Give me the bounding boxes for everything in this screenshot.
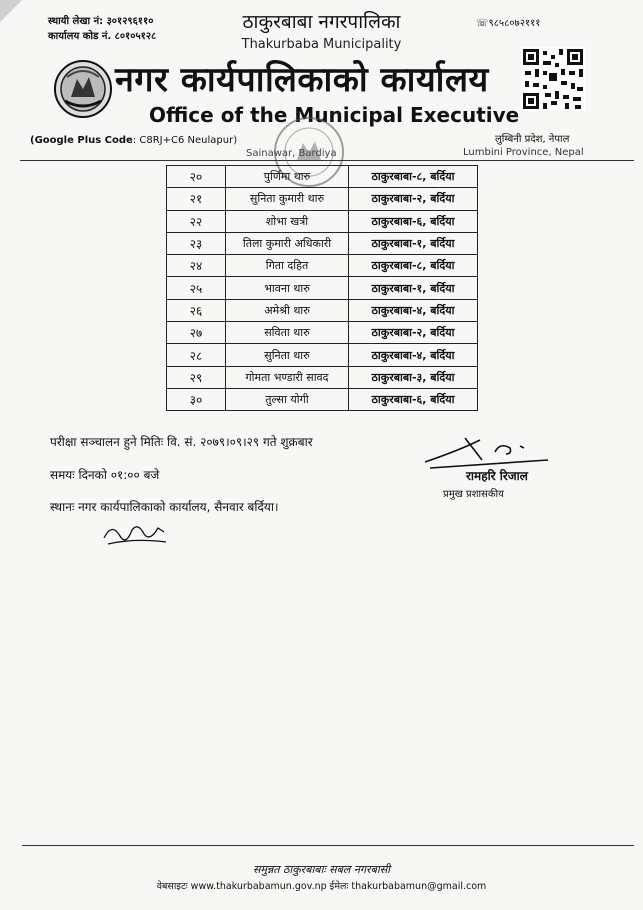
officer-name: रामहरि रिजाल [466, 469, 528, 483]
row-number: २८ [167, 344, 226, 366]
candidate-address: ठाकुरबाबा-४, बर्दिया [349, 299, 478, 321]
municipality-name-en: Thakurbaba Municipality [241, 37, 402, 52]
candidate-name: भावना थारु [226, 277, 349, 299]
table-row [167, 232, 478, 254]
header-divider [20, 160, 634, 161]
exam-place: स्थानः नगर कार्यपालिकाको कार्यालय, सैनवार बर्दिया। [50, 500, 279, 514]
table-row [167, 166, 478, 188]
candidate-address: ठाकुरबाबा-८, बर्दिया [349, 166, 478, 188]
candidate-name: गिता दहित [226, 255, 349, 277]
google-plus-label: (Google Plus Code [30, 135, 133, 146]
province-np: लुम्बिनी प्रदेश, नेपाल [495, 134, 570, 145]
row-number: २६ [167, 299, 226, 321]
row-number: ३० [167, 388, 226, 410]
footer-contact: वेबसाइटः www.thakurbabamun.gov.np ईमेलः thakurbabamun@gmail.com [156, 881, 487, 892]
footer-divider [22, 845, 634, 846]
handwritten-initials [100, 518, 170, 548]
nepal-emblem-logo [53, 59, 113, 119]
row-number: २३ [167, 232, 226, 254]
table-row [167, 255, 478, 277]
row-number: २७ [167, 322, 226, 344]
stamp-location: Sainawar, Bardiya [246, 148, 337, 159]
candidate-address: ठाकुरबाबा-६, बर्दिया [349, 388, 478, 410]
table-row [167, 388, 478, 410]
google-plus-code [30, 135, 237, 146]
table-row [167, 344, 478, 366]
qr-code [521, 47, 585, 111]
candidate-name: सविता थारु [226, 322, 349, 344]
row-number: २५ [167, 277, 226, 299]
candidate-address: ठाकुरबाबा-१, बर्दिया [349, 277, 478, 299]
officer-title: प्रमुख प्रशासकीय [443, 489, 504, 500]
table-row [167, 277, 478, 299]
candidate-address: ठाकुरबाबा-८, बर्दिया [349, 255, 478, 277]
candidate-name: शोभा खत्री [226, 210, 349, 232]
exam-time: समयः दिनको ०१:०० बजे [50, 468, 160, 482]
row-number: २४ [167, 255, 226, 277]
province-en: Lumbini Province, Nepal [463, 147, 584, 158]
row-number: २१ [167, 188, 226, 210]
candidate-name: तुल्सा योगी [226, 388, 349, 410]
office-title-np: नगर कार्यपालिकाको कार्यालय [115, 60, 489, 100]
table-row [167, 299, 478, 321]
candidate-address: ठाकुरबाबा-२, बर्दिया [349, 188, 478, 210]
candidate-name: सुनिता थारु [226, 344, 349, 366]
candidate-name: पुर्णिमा थारु [226, 166, 349, 188]
table-row [167, 210, 478, 232]
footer-motto: समुन्नत ठाकुरबाबाः सबल नगरबासी [252, 863, 391, 876]
table-row [167, 322, 478, 344]
candidate-address: ठाकुरबाबा-१, बर्दिया [349, 232, 478, 254]
table-row [167, 366, 478, 388]
office-title-en: Office of the Municipal Executive [149, 103, 520, 127]
registration-number: स्थायी लेखा नं: ३०१२९६११० [48, 16, 154, 27]
candidate-table-body [167, 166, 478, 411]
office-code: कार्यालय कोड नं. ८०१०५१२८ [48, 31, 157, 42]
candidate-name: सुनिता कुमारी थारु [226, 188, 349, 210]
candidate-name: तिला कुमारी अधिकारी [226, 232, 349, 254]
phone-number: ☏९८५८०७२१११ [476, 18, 541, 29]
candidate-address: ठाकुरबाबा-३, बर्दिया [349, 366, 478, 388]
municipality-name-np: ठाकुरबाबा नगरपालिका [242, 11, 401, 33]
exam-date: परीक्षा सञ्चालन हुने मितिः वि. सं. २०७९।०९।२९ गते शुक्रबार [50, 435, 313, 449]
candidate-table [166, 165, 478, 411]
candidate-address: ठाकुरबाबा-४, बर्दिया [349, 344, 478, 366]
table-row [167, 188, 478, 210]
row-number: २२ [167, 210, 226, 232]
officer-signature [420, 432, 550, 472]
google-plus-value: : C8RJ+C6 Neulapur) [132, 135, 238, 146]
candidate-address: ठाकुरबाबा-६, बर्दिया [349, 210, 478, 232]
candidate-name: गोमता भण्डारी सावद [226, 366, 349, 388]
row-number: २९ [167, 366, 226, 388]
candidate-name: अमेश्री थारु [226, 299, 349, 321]
row-number: २० [167, 166, 226, 188]
candidate-address: ठाकुरबाबा-२, बर्दिया [349, 322, 478, 344]
